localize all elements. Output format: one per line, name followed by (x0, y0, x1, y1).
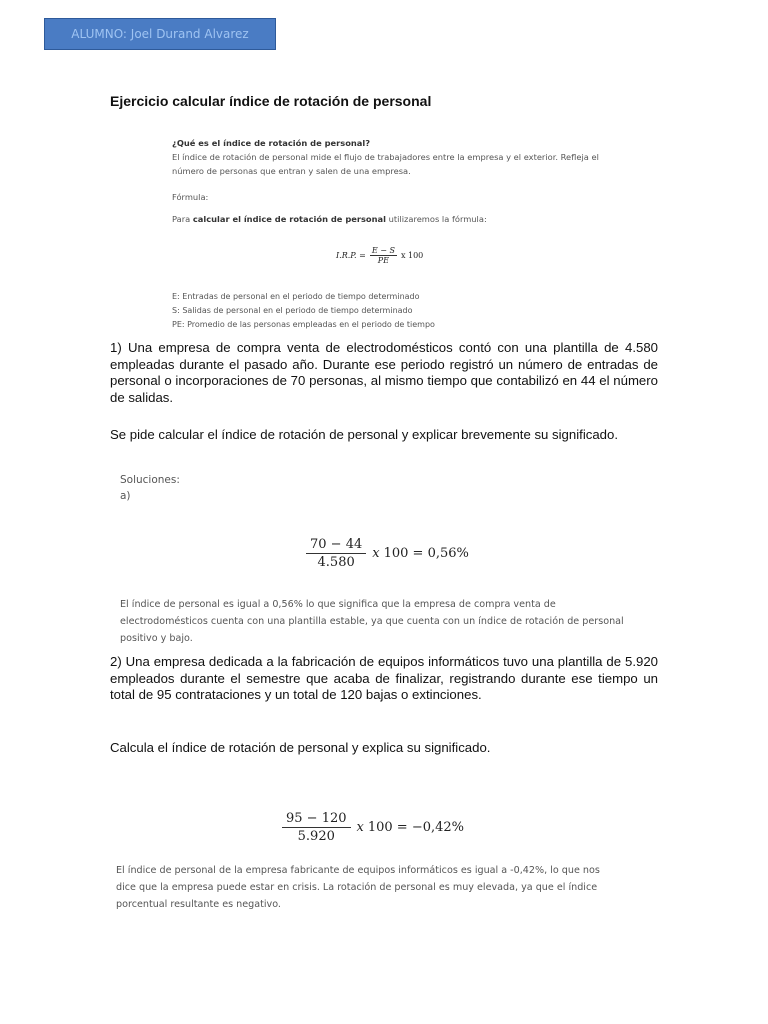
student-name: ALUMNO: Joel Durand Alvarez (71, 27, 249, 41)
solution-1-calculation (306, 536, 469, 571)
solution-2-explanation-line-3: porcentual resultante es negativo. (116, 899, 281, 910)
formula-intro-bold: calcular el índice de rotación de personal (192, 214, 386, 224)
solution-1-result: 100 = 0,56% (383, 546, 469, 561)
solution-2-result: 100 = −0,42% (367, 820, 465, 835)
solution-item-a: a) (120, 490, 131, 502)
formula-intro-pre: Para (172, 214, 193, 224)
solution-1-explanation-line-2: electrodomésticos cuenta con una plantilla estable, ya que cuenta con un índice de rotación de personal (120, 616, 624, 627)
solution-1-fraction (306, 536, 366, 571)
legend-e: E: Entradas de personal en el periodo de tiempo determinado (172, 292, 420, 301)
student-name-box (44, 18, 276, 50)
formula-intro-post: utilizaremos la fórmula: (385, 214, 487, 224)
legend-pe: PE: Promedio de las personas empleadas en el periodo de tiempo (172, 320, 435, 329)
solution-2-explanation-line-2: dice que la empresa puede estar en crisis. La rotación de personal es muy elevada, ya que el índice (116, 882, 598, 893)
irp-formula (336, 246, 423, 265)
definition-question: ¿Qué es el índice de rotación de personal? (172, 138, 371, 148)
page-title: Ejercicio calcular índice de rotación de personal (110, 93, 432, 109)
formula-lhs: I.R.P. = (336, 251, 366, 260)
solution-1-explanation (120, 596, 624, 647)
solution-1-explanation-line-3: positivo y bajo. (120, 633, 193, 644)
problem-2-text: 2) Una empresa dedicada a la fabricación de equipos informáticos tuvo una plantilla de 5.920 empleados durante el semestre que acaba de finalizar, registrando durante ese tiempo un total de 95 contrataciones y un total de 120 bajas o extinciones. (110, 654, 658, 702)
problem-1-text: 1) Una empresa de compra venta de electrodomésticos contó con una plantilla de 4.580 empleadas durante el pasado año. Durante ese periodo registró un número de entradas de personal o incorporaciones de 70 personas, al mismo tiempo que contabilizó en 44 el número de salidas. (110, 340, 658, 405)
formula-numerator: E − S (371, 246, 395, 255)
solution-2-calculation (282, 810, 464, 845)
solution-2-fraction (282, 810, 351, 845)
solution-2-denominator: 5.920 (297, 829, 335, 844)
formula-rhs: x 100 (400, 251, 424, 260)
formula-intro (172, 212, 612, 226)
legend-s: S: Salidas de personal en el periodo de tiempo determinado (172, 306, 413, 315)
solution-2-explanation (116, 862, 600, 913)
definition-line-1: El índice de rotación de personal mide el flujo de trabajadores entre la empresa y el exterior. Refleja el (172, 152, 599, 162)
problem-2-ask: Calcula el índice de rotación de personal y explica su significado. (110, 740, 491, 755)
problem-1-ask: Se pide calcular el índice de rotación de personal y explicar brevemente su significado. (110, 427, 619, 442)
definition-line-2: número de personas que entran y salen de una empresa. (172, 166, 411, 176)
solution-1-explanation-line-1: El índice de personal es igual a 0,56% lo que significa que la empresa de compra venta de (120, 599, 556, 610)
definition-block (172, 136, 612, 226)
formula-fraction (370, 246, 397, 265)
formula-label: Fórmula: (172, 192, 209, 202)
solution-2-explanation-line-1: El índice de personal de la empresa fabricante de equipos informáticos es igual a -0,42%, lo que nos (116, 865, 600, 876)
solutions-label: Soluciones: (120, 474, 180, 486)
formula-legend (172, 290, 435, 332)
formula-denominator: PE (377, 256, 389, 265)
solution-1-denominator: 4.580 (317, 555, 355, 570)
solution-2-numerator: 95 − 120 (282, 810, 351, 828)
solutions-header (120, 472, 180, 504)
solution-1-times: x (372, 546, 380, 561)
solution-2-times: x (356, 820, 364, 835)
solution-1-numerator: 70 − 44 (306, 536, 366, 554)
